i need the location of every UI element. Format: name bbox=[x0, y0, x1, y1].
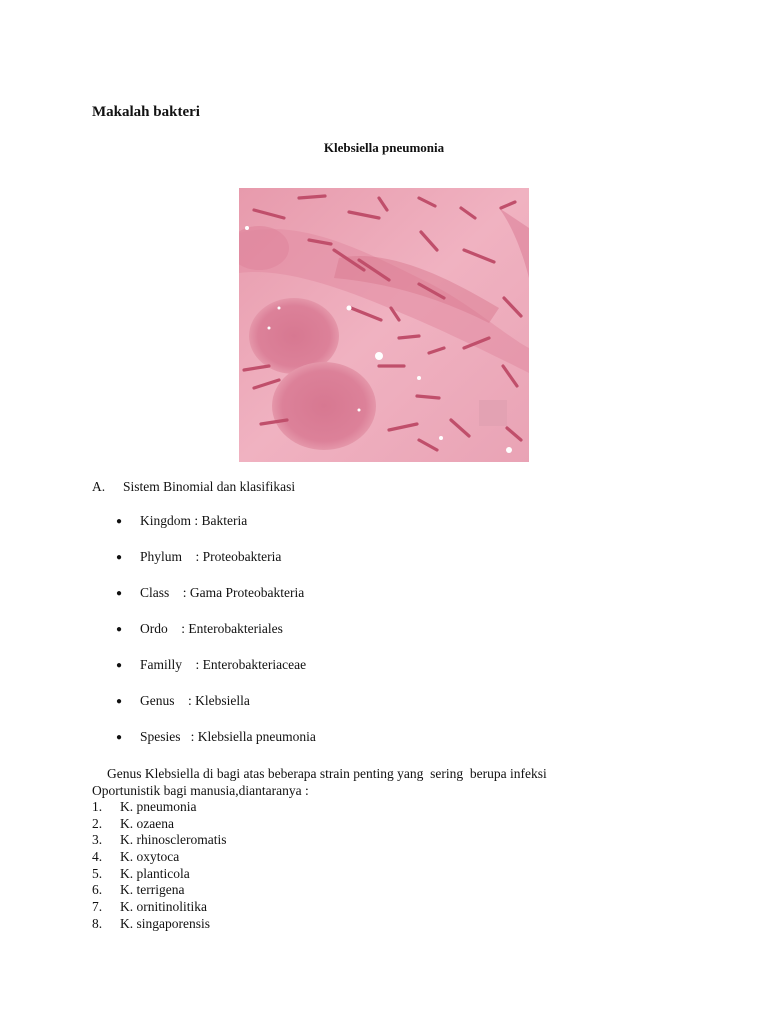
strain-paragraph bbox=[92, 765, 652, 799]
bullet-icon: ● bbox=[116, 660, 123, 671]
list-item bbox=[92, 816, 226, 833]
list-item bbox=[116, 729, 316, 765]
list-item bbox=[116, 621, 316, 657]
taxonomy-separator: : bbox=[167, 621, 189, 636]
taxonomy-rank: Familly bbox=[140, 657, 183, 672]
strain-name: K. rhinoscleromatis bbox=[120, 832, 227, 848]
strain-name: K. singaporensis bbox=[120, 915, 210, 931]
list-item bbox=[92, 899, 226, 916]
list-item bbox=[116, 693, 316, 729]
strain-name: K. oxytoca bbox=[120, 849, 180, 865]
strain-name: K. planticola bbox=[120, 865, 190, 881]
taxonomy-separator: : bbox=[174, 693, 196, 708]
list-item bbox=[92, 916, 226, 933]
taxonomy-separator: : bbox=[169, 585, 190, 600]
list-number: 6. bbox=[92, 882, 103, 898]
taxonomy-list bbox=[116, 513, 316, 765]
taxonomy-rank: Kingdom bbox=[140, 513, 192, 528]
paragraph-line-1: Genus Klebsiella di bagi atas beberapa strain penting yang sering berupa infeksi bbox=[107, 766, 547, 781]
taxonomy-rank: Phylum bbox=[140, 549, 183, 564]
strain-list bbox=[92, 799, 226, 933]
list-number: 4. bbox=[92, 849, 103, 865]
list-item bbox=[116, 657, 316, 693]
document-subtitle: Klebsiella pneumonia bbox=[323, 140, 445, 155]
bullet-icon: ● bbox=[116, 696, 123, 707]
taxonomy-rank: Class bbox=[140, 585, 170, 600]
list-item bbox=[92, 849, 226, 866]
list-item bbox=[92, 832, 226, 849]
section-a-title: Sistem Binomial dan klasifikasi bbox=[123, 479, 296, 494]
taxonomy-rank: Ordo bbox=[140, 621, 168, 636]
taxonomy-separator: : bbox=[182, 549, 203, 564]
taxonomy-separator: : bbox=[182, 657, 203, 672]
paragraph-line-2: Oportunistik bagi manusia,diantaranya : bbox=[92, 783, 309, 798]
bullet-icon: ● bbox=[116, 732, 123, 743]
bullet-icon: ● bbox=[116, 624, 123, 635]
list-number: 5. bbox=[92, 865, 103, 881]
section-a-heading bbox=[92, 479, 295, 495]
list-number: 8. bbox=[92, 915, 103, 931]
list-item bbox=[92, 866, 226, 883]
taxonomy-rank: Spesies bbox=[140, 729, 181, 744]
bullet-icon: ● bbox=[116, 552, 123, 563]
strain-name: K. pneumonia bbox=[120, 799, 197, 814]
taxonomy-value: Proteobakteria bbox=[202, 549, 282, 564]
list-item bbox=[92, 799, 226, 816]
document-title: Makalah bakteri bbox=[92, 104, 200, 120]
list-item bbox=[92, 882, 226, 899]
section-a-marker: A. bbox=[92, 479, 106, 494]
taxonomy-separator: : bbox=[191, 513, 202, 528]
taxonomy-value: Bakteria bbox=[201, 513, 248, 528]
taxonomy-value: Klebsiella bbox=[195, 693, 250, 708]
bullet-icon: ● bbox=[116, 588, 123, 599]
list-number: 2. bbox=[92, 815, 103, 831]
list-number: 7. bbox=[92, 899, 103, 915]
bullet-icon: ● bbox=[116, 516, 123, 527]
taxonomy-value: Enterobakteriaceae bbox=[202, 657, 307, 672]
taxonomy-value: Enterobakteriales bbox=[188, 621, 283, 636]
strain-name: K. ornitinolitika bbox=[120, 899, 207, 915]
list-item bbox=[116, 549, 316, 585]
micrograph-image bbox=[239, 188, 529, 462]
list-item bbox=[116, 513, 316, 549]
strain-name: K. ozaena bbox=[120, 815, 174, 831]
taxonomy-separator: : bbox=[180, 729, 198, 744]
list-number: 3. bbox=[92, 832, 103, 848]
list-number: 1. bbox=[92, 799, 103, 814]
taxonomy-rank: Genus bbox=[140, 693, 175, 708]
taxonomy-value: Klebsiella pneumonia bbox=[197, 729, 316, 744]
taxonomy-value: Gama Proteobakteria bbox=[189, 585, 305, 600]
list-item bbox=[116, 585, 316, 621]
strain-name: K. terrigena bbox=[120, 882, 185, 898]
